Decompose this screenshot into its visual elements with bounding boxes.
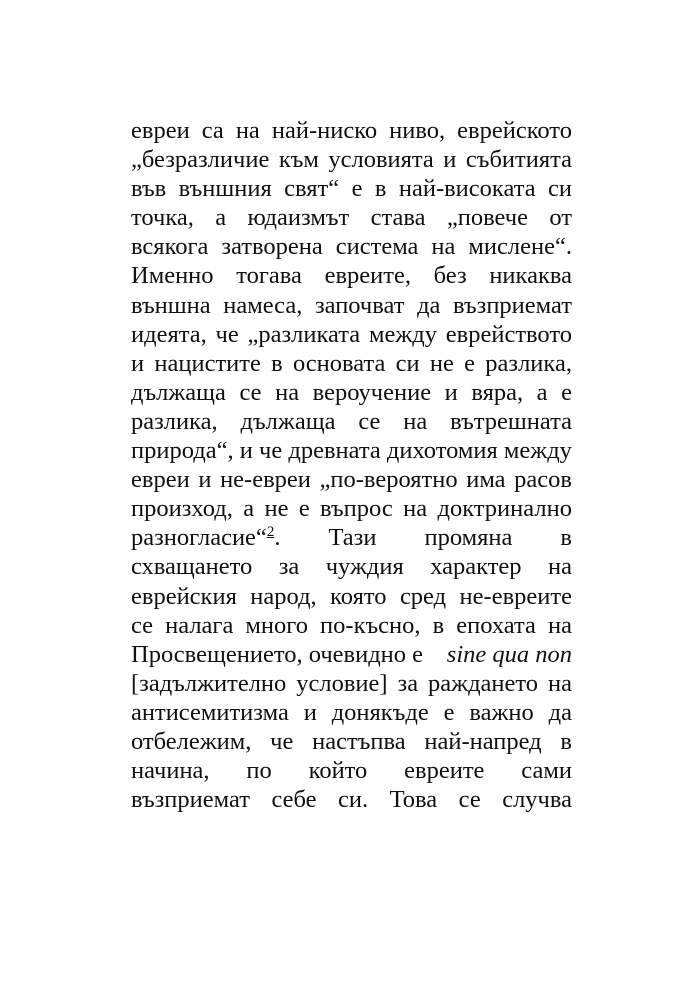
word: [задължително xyxy=(131,669,287,697)
text-line-18 xyxy=(131,611,572,640)
word: никаква xyxy=(489,262,572,290)
body-text xyxy=(131,116,572,814)
word: по xyxy=(246,757,272,785)
word: на xyxy=(547,611,572,639)
word: външния xyxy=(178,175,272,203)
word: става xyxy=(370,204,426,232)
text-line-23 xyxy=(131,756,572,785)
word: „по-вероятно xyxy=(319,466,458,494)
text-line-9 xyxy=(131,349,572,378)
text-line-3 xyxy=(131,174,572,203)
text-line-16 xyxy=(131,552,572,581)
word: система xyxy=(335,233,419,261)
word: започват xyxy=(314,291,405,319)
text-line-20 xyxy=(131,669,572,698)
word: много xyxy=(245,611,308,639)
word: промяна xyxy=(424,524,513,552)
word: Именно xyxy=(131,262,214,290)
word: на xyxy=(275,378,300,406)
word: за xyxy=(397,669,419,697)
word: свят“ xyxy=(284,175,340,203)
word: на xyxy=(548,669,572,697)
word: който xyxy=(308,757,368,785)
word: евреите, xyxy=(324,262,411,290)
word: „разликата xyxy=(247,320,361,348)
word: която xyxy=(330,582,387,610)
word: е xyxy=(443,698,455,726)
word: и xyxy=(443,146,457,174)
word: по-късно, xyxy=(320,611,421,639)
word: затворена xyxy=(221,233,323,261)
word: вяра, xyxy=(471,378,524,406)
word: раждането xyxy=(428,669,539,697)
word: евреите xyxy=(404,757,485,785)
word: еврейския xyxy=(131,582,237,610)
word: Тази xyxy=(328,524,377,552)
word: в xyxy=(560,524,572,552)
word: от xyxy=(549,204,572,232)
word: в xyxy=(374,175,387,203)
word: епохата xyxy=(456,611,536,639)
text-line-7 xyxy=(131,291,572,320)
word: че xyxy=(215,320,239,348)
word: в xyxy=(271,349,283,377)
word: еврейското xyxy=(457,117,572,144)
word: че xyxy=(270,727,294,755)
word: народ, xyxy=(250,582,317,610)
word: а xyxy=(215,204,227,232)
word: мислене“. xyxy=(468,233,572,261)
word: вероучение xyxy=(312,378,432,406)
text-line-4 xyxy=(131,203,572,232)
word: характер xyxy=(430,553,522,581)
word: разногласие“ xyxy=(131,524,267,552)
word: антисемитизма xyxy=(131,698,289,726)
word: древната xyxy=(288,437,381,465)
word: нацистите xyxy=(154,349,261,377)
word: природа“, xyxy=(131,437,234,465)
word: най-напред xyxy=(424,727,542,755)
word: дължаща xyxy=(240,407,336,435)
word: важно xyxy=(469,698,534,726)
word: без xyxy=(433,262,467,290)
word: точка, xyxy=(131,204,194,232)
word: в xyxy=(560,727,572,755)
word: събитията xyxy=(465,146,572,174)
word: си xyxy=(548,175,572,203)
text-line-15 xyxy=(131,523,572,552)
word: юдаизмът xyxy=(247,204,350,232)
word: между xyxy=(503,437,572,465)
word: въпрос xyxy=(320,495,393,523)
footnote-link[interactable]: 2 xyxy=(266,524,275,541)
word: основата xyxy=(292,349,386,377)
word: има xyxy=(466,466,506,494)
word: еврейството xyxy=(445,320,572,348)
word: между xyxy=(368,320,437,348)
word: отбележим, xyxy=(131,727,252,755)
text-line-17 xyxy=(131,582,572,611)
word: схващането xyxy=(131,553,253,581)
word: Това xyxy=(389,786,438,814)
word: е xyxy=(298,495,310,523)
word: а xyxy=(536,378,548,406)
italic-phrase: sine qua non xyxy=(446,640,572,668)
word: себе xyxy=(271,786,317,814)
word: намеса, xyxy=(223,291,303,319)
word: начина, xyxy=(131,757,210,785)
word: най-високата xyxy=(398,175,536,203)
word: се xyxy=(458,786,481,814)
word: чуждия xyxy=(325,553,404,581)
word: е xyxy=(561,378,572,406)
text-line-12 xyxy=(131,436,572,465)
punctuation: . xyxy=(274,524,281,552)
word: разлика, xyxy=(131,407,218,435)
word: ниво, xyxy=(389,117,446,144)
word: идеята, xyxy=(131,320,207,348)
word: условие] xyxy=(296,669,388,697)
word: доктринално xyxy=(437,495,572,523)
word: най-ниско xyxy=(271,117,378,144)
word: на xyxy=(403,407,428,435)
word: на xyxy=(235,117,260,144)
word: условията xyxy=(328,146,434,174)
word: евреи xyxy=(131,117,190,144)
text-line-14 xyxy=(131,494,572,523)
word: външна xyxy=(131,291,211,319)
word: на xyxy=(547,553,572,581)
word: е xyxy=(464,349,476,377)
word: не-евреи xyxy=(220,466,311,494)
text-line-2 xyxy=(131,145,572,174)
word: да xyxy=(417,291,441,319)
text-line-5 xyxy=(131,232,572,261)
word: вътрешната xyxy=(450,407,572,435)
word: тогава xyxy=(236,262,302,290)
word: расов xyxy=(514,466,572,494)
text-line-11 xyxy=(131,407,572,436)
word: разлика, xyxy=(485,349,572,377)
word: в xyxy=(432,611,445,639)
text-line-24 xyxy=(131,785,572,814)
word: се xyxy=(358,407,381,435)
word: и xyxy=(239,437,253,465)
text-line-21 xyxy=(131,698,572,727)
word: се xyxy=(239,378,262,406)
word: да xyxy=(548,698,572,726)
word: възприемат xyxy=(131,786,250,814)
word: са xyxy=(201,117,224,144)
word: че xyxy=(259,437,283,465)
word: не xyxy=(429,349,454,377)
word: евреи xyxy=(131,466,190,494)
word: донякъде xyxy=(331,698,429,726)
text-line-6 xyxy=(131,261,572,290)
text-run: Просвещението, очевидно е xyxy=(131,640,424,668)
word: а xyxy=(243,495,255,523)
word: дължаща xyxy=(131,378,226,406)
word: настъпва xyxy=(312,727,406,755)
word: не-евреите xyxy=(459,582,572,610)
word: и xyxy=(444,378,458,406)
word: към xyxy=(278,146,319,174)
word: си xyxy=(395,349,420,377)
word: е xyxy=(351,175,363,203)
text-line-8 xyxy=(131,320,572,349)
word: налага xyxy=(165,611,234,639)
word: сами xyxy=(521,757,572,785)
word: си. xyxy=(338,786,369,814)
word: не xyxy=(264,495,289,523)
word: и xyxy=(198,466,212,494)
word-with-footnote xyxy=(131,523,280,552)
word: и xyxy=(131,349,145,377)
word: и xyxy=(303,698,317,726)
word: на xyxy=(431,233,456,261)
word: във xyxy=(131,175,167,203)
word: всякога xyxy=(131,233,209,261)
word: дихотомия xyxy=(386,437,498,465)
word: „безразличие xyxy=(131,146,270,174)
text-line-10 xyxy=(131,378,572,407)
word: случва xyxy=(502,786,572,814)
text-line-19 xyxy=(131,640,572,669)
word: се xyxy=(131,611,154,639)
text-line-22 xyxy=(131,727,572,756)
word: на xyxy=(403,495,428,523)
word: възприемат xyxy=(453,291,572,319)
word: за xyxy=(278,553,300,581)
text-line-1 xyxy=(131,116,572,145)
text-line-13 xyxy=(131,465,572,494)
word: произход, xyxy=(131,495,233,523)
word: сред xyxy=(399,582,447,610)
word: „повече xyxy=(446,204,528,232)
